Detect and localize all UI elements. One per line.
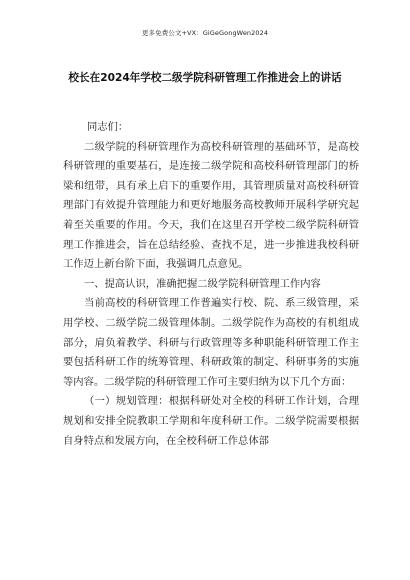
paragraph-management-system: 当前高校的科研管理工作普遍实行校、院、系三级管理，采用学校、二级学院二级管理体制。二级学院作为高校的有机组成部分，肩负着教学、科研与行政管理等多种职能科研管理工作主要包括科研工作的统筹管理、科研政策的制定、科研事务的实施等内容。二级学院的科研管理工作可主要归纳为以下几个方面： [63,297,359,388]
salutation: 同志们： [87,121,129,133]
header-note: 更多免费公文+VX：GiGeGongWen2024 [141,29,269,37]
document-title: 校长在2024年学校二级学院科研管理工作推进会上的讲话 [68,72,342,84]
paragraph-intro: 二级学院的科研管理作为高校科研管理的基础环节，是高校科研管理的重要基石，是连接二级学院和高校科研管理部门的桥梁和纽带，具有承上启下的重要作用，其管理质量对高校科研管理部门有效提升管理能力和更好地服务高校教师开展科学研究起着至关重要的作用。今天，我们在这里召开学校二级学院科研管理工作推进会，旨在总结经验、查找不足，进一步推进我校科研工作迈上新台阶下面，我强调几点意见。 [63,140,359,271]
section-heading-1: 一、提高认识，准确把握二级学院科研管理工作内容 [84,277,321,290]
document-body [63,118,359,451]
paragraph-planning: （一）规划管理：根据科研处对全校的科研工作计划，合理规划和安排全院教职工学期和年度科研工作。二级学院需要根据自身特点和发展方向，在全校科研工作总体部 [63,395,359,447]
